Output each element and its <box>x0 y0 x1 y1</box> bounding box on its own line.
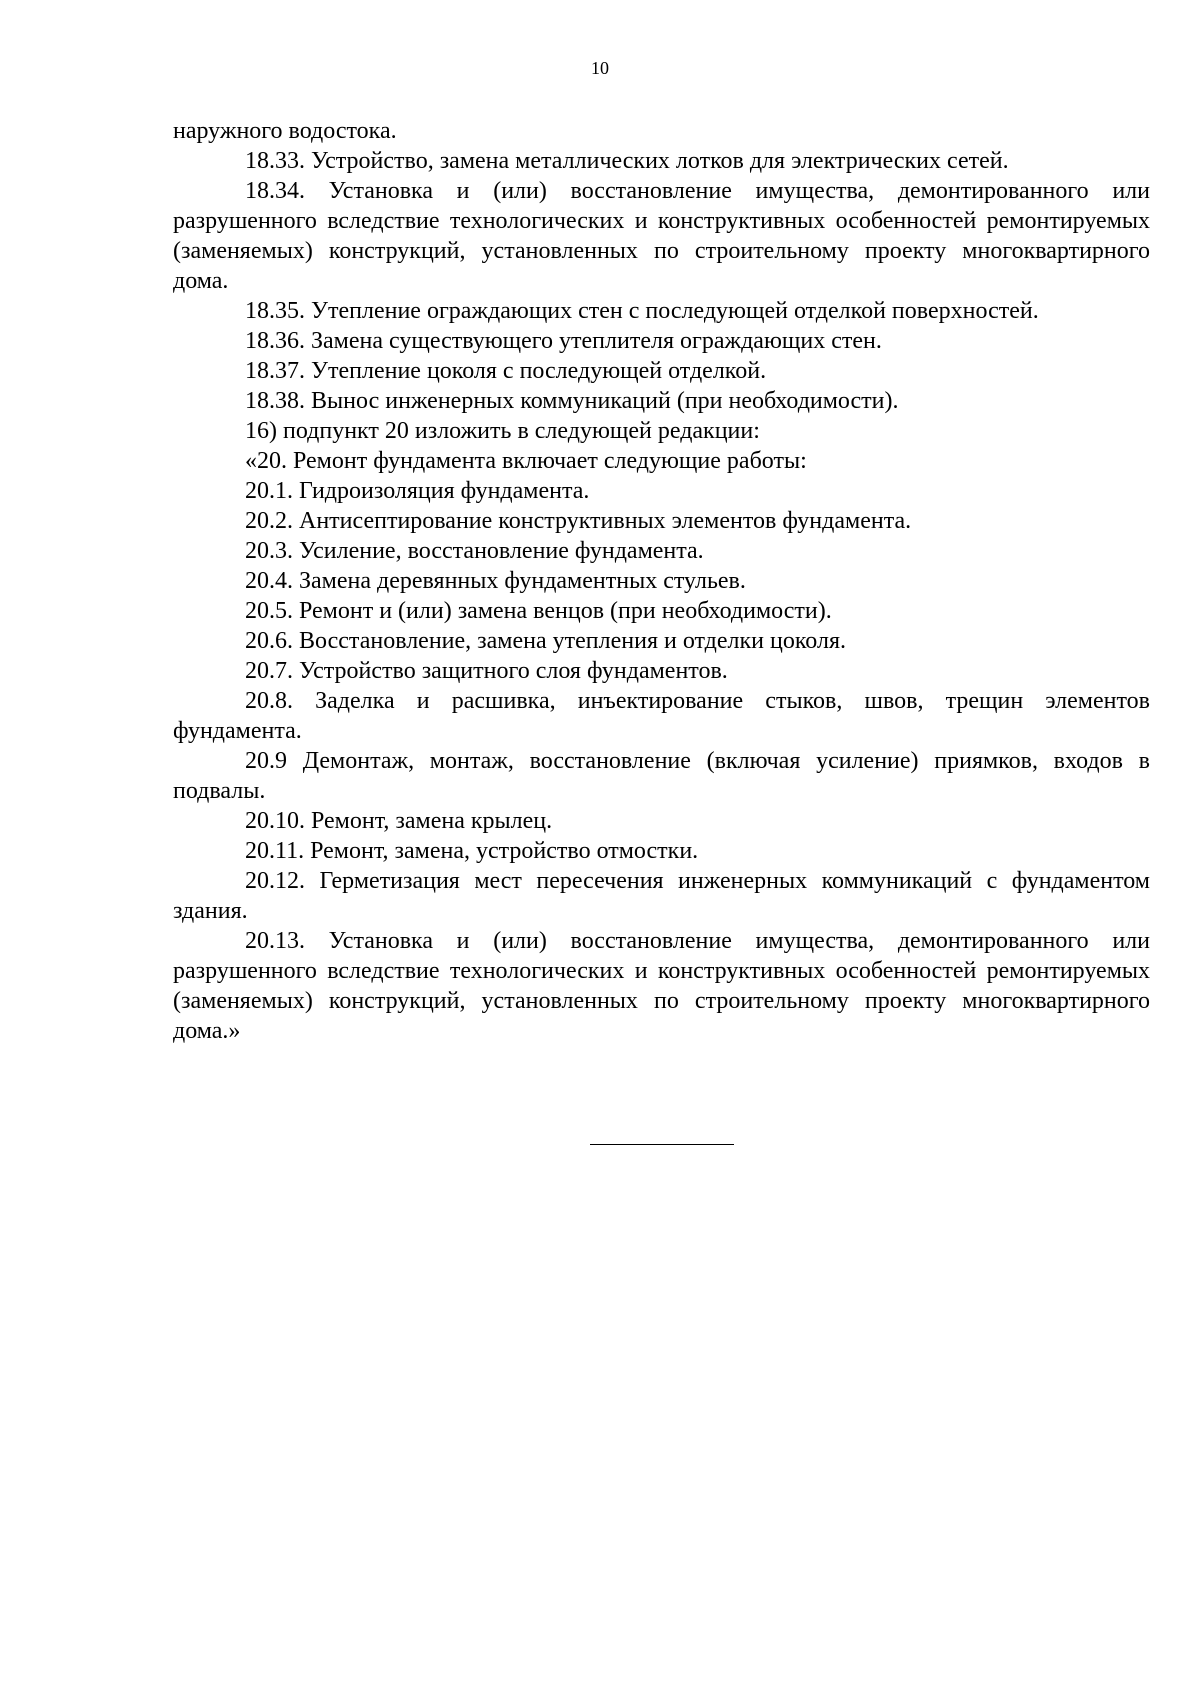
paragraph: 20.8. Заделка и расшивка, инъектирование стыков, швов, трещин элементов фундамента. <box>173 688 1150 744</box>
paragraph: 20.1. Гидроизоляция фундамента. <box>245 478 590 504</box>
paragraph: 20.7. Устройство защитного слоя фундаментов. <box>245 658 728 684</box>
paragraph: 20.2. Антисептирование конструктивных элементов фундамента. <box>245 508 912 534</box>
paragraph: 18.35. Утепление ограждающих стен с последующей отделкой поверхностей. <box>245 298 1039 324</box>
document-body <box>173 116 1150 1046</box>
paragraph: 18.36. Замена существующего утеплителя ограждающих стен. <box>245 328 882 354</box>
paragraph: 18.33. Устройство, замена металлических лотков для электрических сетей. <box>245 148 1009 174</box>
page-number: 10 <box>591 58 609 78</box>
paragraph: 20.9 Демонтаж, монтаж, восстановление (включая усиление) приямков, входов в подвалы. <box>173 748 1150 804</box>
paragraph: 20.11. Ремонт, замена, устройство отмостки. <box>245 838 699 864</box>
paragraph: 20.12. Герметизация мест пересечения инженерных коммуникаций с фундаментом здания. <box>173 868 1150 924</box>
paragraph: 16) подпункт 20 изложить в следующей редакции: <box>245 418 760 444</box>
end-divider <box>590 1144 734 1145</box>
paragraph: 20.6. Восстановление, замена утепления и отделки цоколя. <box>245 628 847 654</box>
paragraph: 20.3. Усиление, восстановление фундамента. <box>245 538 704 564</box>
paragraph: наружного водостока. <box>173 118 397 144</box>
paragraph: 20.5. Ремонт и (или) замена венцов (при необходимости). <box>245 598 832 624</box>
paragraph: 18.34. Установка и (или) восстановление имущества, демонтированного или разрушенного вследствие технологических и конструктивных особенностей ремонтируемых (заменяемых) конструкций, установленных по строительному проекту многоквартирного дома. <box>173 178 1150 294</box>
paragraph: «20. Ремонт фундамента включает следующие работы: <box>245 448 807 474</box>
paragraph: 18.37. Утепление цоколя с последующей отделкой. <box>245 358 767 384</box>
paragraph: 20.10. Ремонт, замена крылец. <box>245 808 553 834</box>
paragraph: 18.38. Вынос инженерных коммуникаций (при необходимости). <box>245 388 899 414</box>
paragraph: 20.4. Замена деревянных фундаментных стульев. <box>245 568 746 594</box>
paragraph: 20.13. Установка и (или) восстановление имущества, демонтированного или разрушенного вследствие технологических и конструктивных особенностей ремонтируемых (заменяемых) конструкций, установленных по строительному проекту многоквартирного дома.» <box>173 928 1150 1044</box>
